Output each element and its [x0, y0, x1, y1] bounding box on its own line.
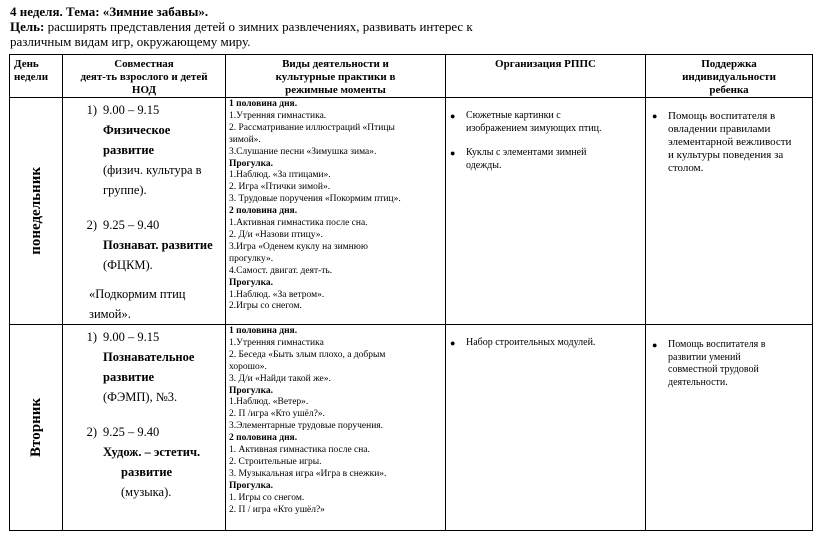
nod-item-sub: (ФЦКМ). [103, 258, 153, 272]
nod-item-number: 2) [86, 425, 97, 439]
activity-item: 2. П /игра «Кто ушёл?». [229, 409, 325, 420]
activity-item: 1.Наблюд. «За ветром». [229, 289, 325, 300]
activities-cell [226, 98, 446, 325]
activity-heading: 2 половина дня. [229, 206, 298, 217]
list-item [450, 337, 641, 350]
activity-item: 1.Утренняя гимнастика. [229, 110, 327, 121]
activity-item: 2. Д/и «Назови птицу». [229, 229, 323, 240]
goal-text: расширять представления детей о зимних развлечениях, развивать интерес к различным видам игр, окружающему миру. [10, 19, 473, 49]
nod-item-time: 9.00 – 9.15 [103, 103, 160, 117]
nod-item-number: 1) [86, 103, 97, 117]
bullet-icon: ● [450, 148, 456, 158]
nod-cell [63, 325, 226, 531]
nod-item-title: развитие [121, 465, 173, 479]
page-title: 4 неделя. Тема: «Зимние забавы». [10, 4, 209, 19]
activity-heading: Прогулка. [229, 158, 274, 169]
support-text: элементарной вежливости [668, 136, 792, 148]
nod-item-sub: (музыка). [121, 485, 172, 499]
rpps-text: одежды. [466, 159, 502, 171]
table-header-row [10, 55, 813, 98]
header-activities-line: режимные моменты [285, 84, 386, 96]
header-activities-line: Виды деятельности и [282, 58, 389, 70]
header-support-line: индивидуальности [682, 71, 776, 83]
activity-item: 1.Утренняя гимнастика [229, 337, 324, 348]
nod-item-title: Познават. развитие [103, 238, 213, 252]
nod-item-title: развитие [103, 143, 155, 157]
activities-cell [226, 325, 446, 531]
nod-extra: «Подкормим птиц зимой». [89, 287, 186, 321]
header-support-line: Поддержка [701, 58, 757, 70]
activity-item: 2.Игры со снегом. [229, 301, 302, 312]
activity-item: 2. Строительные игры. [229, 456, 322, 467]
support-text: столом. [668, 162, 704, 174]
support-cell [646, 325, 813, 531]
table-row-monday [10, 98, 813, 325]
nod-item-title: развитие [103, 370, 155, 384]
activity-item: 3.Элементарные трудовые поручения. [229, 421, 384, 432]
support-cell [646, 98, 813, 325]
goal-label: Цель: [10, 19, 45, 34]
support-text: развитии умений [668, 351, 741, 363]
weekly-plan-table [9, 54, 813, 531]
day-label: понедельник [27, 167, 44, 255]
bullet-icon: ● [652, 111, 658, 121]
header-day [10, 55, 63, 98]
nod-item-title: Худож. – эстетич. [103, 445, 201, 459]
header-rpps-line: Организация РППС [495, 58, 596, 70]
header-rpps [446, 55, 646, 98]
header-support-line: ребенка [709, 84, 749, 96]
nod-item-time: 9.25 – 9.40 [103, 218, 160, 232]
header-activities-line: культурные практики в [275, 71, 396, 83]
header-support [646, 55, 813, 98]
activity-item: 4.Самост. двигат. деят-ть. [229, 265, 333, 276]
nod-item-sub: (физич. культура в [103, 163, 202, 177]
bullet-icon: ● [450, 338, 456, 348]
activity-item: 1. Активная гимнастика после сна. [229, 445, 370, 456]
day-cell [10, 325, 63, 531]
rpps-text: Куклы с элементами зимней [466, 147, 587, 158]
header-joint [63, 55, 226, 98]
nod-item-sub: (ФЭМП), №3. [103, 390, 178, 404]
day-label: Вторник [27, 398, 44, 457]
activities-list [226, 325, 445, 517]
support-text: деятельности. [668, 376, 728, 388]
activity-item: зимой». [229, 134, 261, 145]
support-text: овладении правилами [668, 123, 771, 135]
header-joint-line: НОД [131, 84, 157, 96]
rpps-cell [446, 325, 646, 531]
activity-heading: Прогулка. [229, 385, 274, 396]
support-text: совместной трудовой [668, 364, 759, 375]
nod-item-time: 9.25 – 9.40 [103, 425, 160, 439]
activity-item: 2. Рассматривание иллюстраций «Птицы [229, 122, 395, 133]
activity-item: 1.Активная гимнастика после сна. [229, 218, 368, 229]
list-item [450, 110, 641, 135]
nod-item-title: Познавательное [103, 350, 195, 364]
list-item [652, 339, 810, 389]
header-joint-line: Совместная [114, 58, 174, 70]
bullet-icon: ● [450, 111, 456, 121]
activity-item: 1. Игры со снегом. [229, 492, 305, 503]
header-day-line: День [14, 58, 39, 70]
header-activities [226, 55, 446, 98]
support-text: Помощь воспитателя в [668, 110, 776, 122]
list-item [450, 147, 641, 172]
activity-item: 3.Игра «Оденем куклу на зимнюю [229, 241, 368, 252]
activity-heading: 2 половина дня. [229, 433, 298, 444]
rpps-text: Набор строительных модулей. [466, 337, 596, 348]
nod-item-title: Физическое [103, 123, 171, 137]
table-row-tuesday [10, 325, 813, 531]
activity-item: 2. П / игра «Кто ушёл?» [229, 504, 325, 515]
activity-item: 1.Наблюд. «Ветер». [229, 397, 309, 408]
nod-item-number: 1) [86, 330, 97, 344]
activities-list [226, 98, 445, 313]
rpps-text: Сюжетные картинки с [466, 110, 561, 121]
goal-statement [10, 19, 510, 49]
header-joint-line: деят-ть взрослого и детей [80, 71, 208, 83]
activity-item: 3. Д/и «Найди такой же». [229, 373, 331, 384]
activity-item: 2. Игра «Птички зимой». [229, 182, 331, 193]
activity-item: 1.Наблюд. «За птицами». [229, 170, 331, 181]
activity-item: 3. Трудовые поручения «Покормим птиц». [229, 194, 401, 205]
support-text: и культуры поведения за [668, 149, 784, 161]
activity-heading: 1 половина дня. [229, 99, 298, 109]
bullet-icon: ● [652, 340, 658, 350]
activity-heading: 1 половина дня. [229, 326, 298, 336]
list-item [652, 110, 810, 175]
activity-item: 3.Слушание песни «Зимушка зима». [229, 146, 377, 157]
nod-cell [63, 98, 226, 325]
activity-item: прогулку». [229, 253, 274, 264]
nod-item-sub: группе). [103, 183, 147, 197]
rpps-text: изображением зимующих птиц. [466, 122, 602, 134]
activity-heading: Прогулка. [229, 480, 274, 491]
activity-item: 3. Музыкальная игра «Игра в снежки». [229, 468, 387, 479]
rpps-cell [446, 98, 646, 325]
activity-item: 2. Беседа «Быть злым плохо, а добрым [229, 349, 386, 360]
header-day-line: недели [14, 71, 49, 83]
support-text: Помощь воспитателя в [668, 339, 766, 350]
nod-item-time: 9.00 – 9.15 [103, 330, 160, 344]
day-cell [10, 98, 63, 325]
activity-item: хорошо». [229, 361, 267, 372]
activity-heading: Прогулка. [229, 277, 274, 288]
nod-item-number: 2) [86, 218, 97, 232]
